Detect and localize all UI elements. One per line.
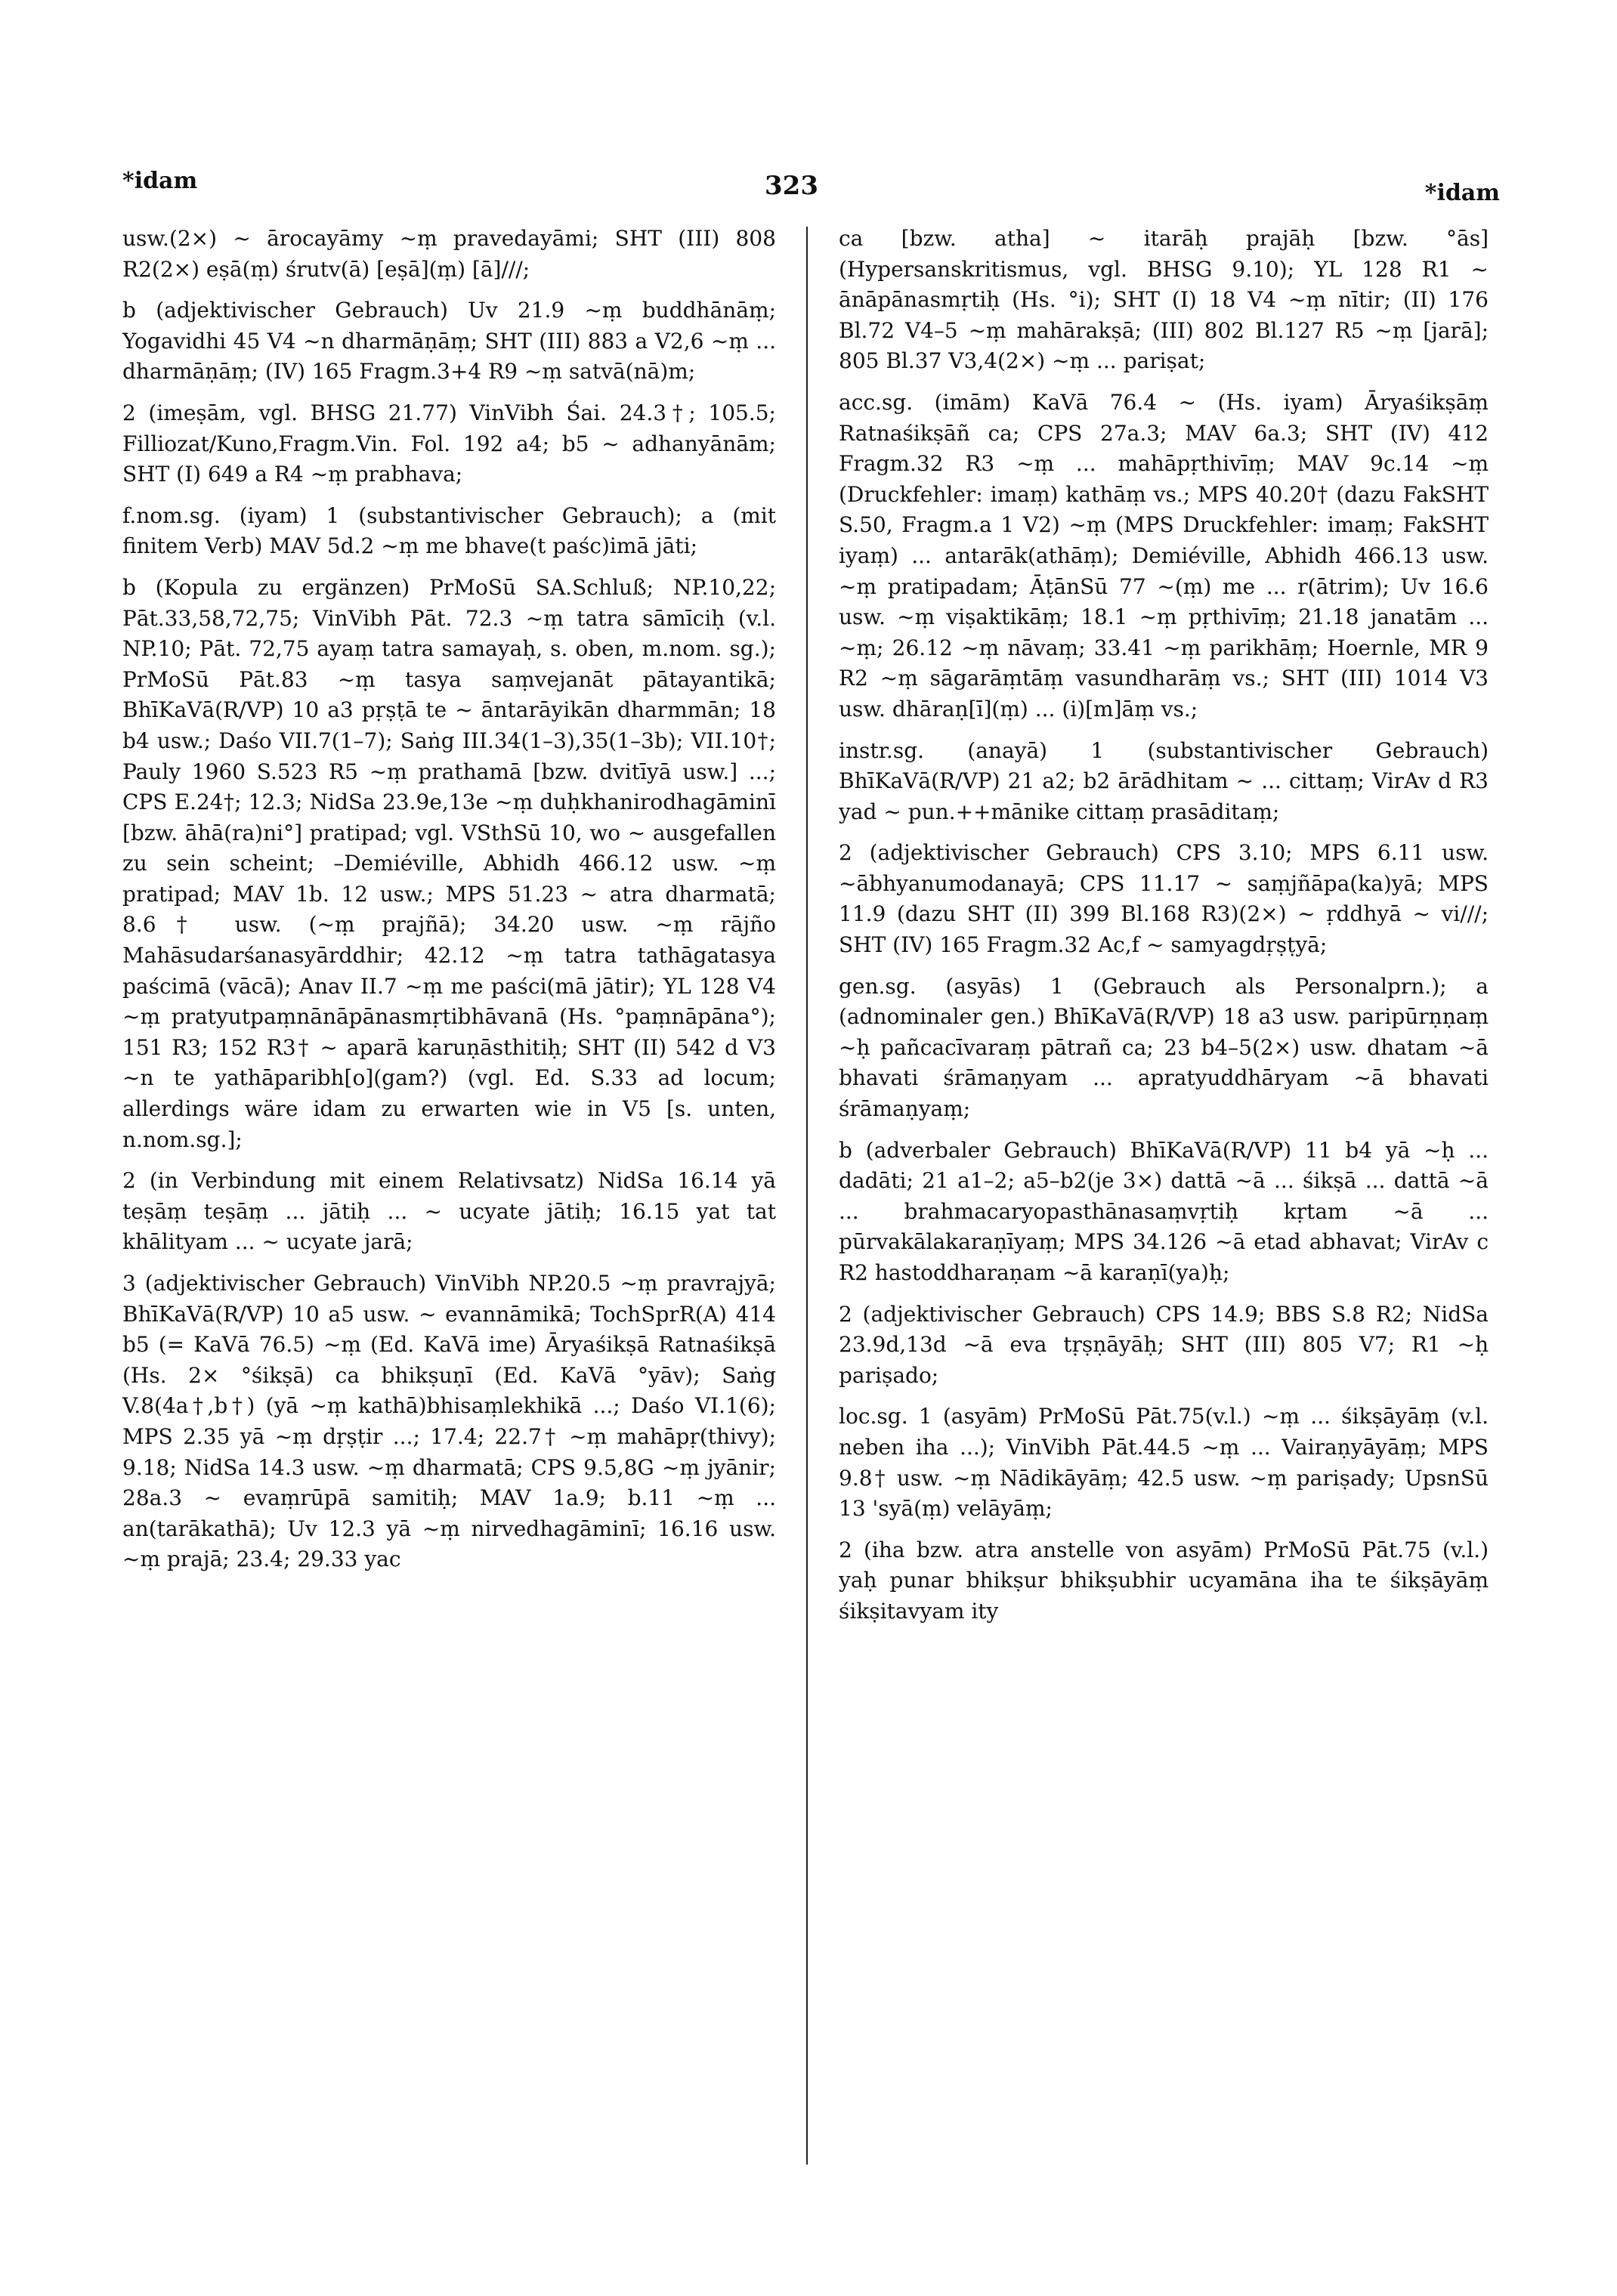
entry-paragraph: b (adjektivischer Gebrauch) Uv 21.9 ~ṃ buddhānāṃ; Yogavidhi 45 V4 ~n dharmāṇāṃ; SHT (III) 883 a V2,6 ~ṃ ... dharmāṇāṃ; (IV) 165 Fragm.3+4 R9 ~ṃ satvā(nā)m; [122, 298, 776, 385]
entry-paragraph: loc.sg. 1 (asyām) PrMoSū Pāt.75(v.l.) ~ṃ ... śikṣāyāṃ (v.l. neben iha ...); VinVibh Pāt.44.5 ~ṃ ... Vairaṇyāyāṃ; MPS 9.8† usw. ~ṃ Nādikāyāṃ; 42.5 usw. ~ṃ pariṣady; UpsnSū 13 'syā(ṃ) velāyāṃ; [839, 1404, 1489, 1522]
header-right-headword: *idam [1424, 180, 1500, 206]
right-column [839, 224, 1489, 1638]
entry-paragraph: 2 (iha bzw. atra anstelle von asyām) PrMoSū Pāt.75 (v.l.) yaḥ punar bhikṣur bhikṣubhir ucyamāna iha te śikṣāyāṃ śikṣitavyam ity [839, 1537, 1489, 1624]
entry-paragraph: b (adverbaler Gebrauch) BhīKaVā(R/VP) 11 b4 yā ~ḥ ... dadāti; 21 a1–2; a5–b2(je 3×) dattā ~ā ... śikṣā ... dattā ~ā ... brahmacaryopasthānasaṃvṛtiḥ kṛtam ~ā ... pūrvakālakaraṇīyaṃ; MPS 34.126 ~ā etad abhavat; VirAv c R2 hastoddharaṇam ~ā karaṇī(ya)ḥ; [839, 1137, 1489, 1285]
entry-paragraph: 2 (in Verbindung mit einem Relativsatz) NidSa 16.14 yā teṣāṃ teṣāṃ ... jātiḥ ... ~ ucyate jātiḥ; 16.15 yat tat khālityam ... ~ ucyate jarā; [122, 1168, 776, 1255]
entry-paragraph: 2 (imeṣām, vgl. BHSG 21.77) VinVibh Śai. 24.3†; 105.5; Filliozat/Kuno,Fragm.Vin. Fol. 192 a4; b5 ~ adhanyānām; SHT (I) 649 a R4 ~ṃ prabhava; [122, 400, 776, 487]
running-head [122, 168, 1500, 213]
column-divider [806, 227, 808, 2165]
entry-paragraph: f.nom.sg. (iyam) 1 (substantivischer Gebrauch); a (mit finitem Verb) MAV 5d.2 ~ṃ me bhave(t paśc)imā jāti; [122, 502, 776, 559]
header-left-headword: *idam [122, 168, 198, 194]
entry-paragraph: acc.sg. (imām) KaVā 76.4 ~ (Hs. iyam) Āryaśikṣāṃ Ratnaśikṣāñ ca; CPS 27a.3; MAV 6a.3; SHT (IV) 412 Fragm.32 R3 ~ṃ ... mahāpṛthivīṃ; MAV 9c.14 ~ṃ (Druckfehler: imaṃ) kathāṃ vs.; MPS 40.20† (dazu FakSHT S.50, Fragm.a 1 V2) ~ṃ (MPS Druckfehler: imaṃ; FakSHT iyaṃ) ... antarāk(athāṃ); Demiéville, Abhidh 466.13 usw. ~ṃ pratipadam; ĀṭānSū 77 ~(ṃ) me ... r(ātrim); Uv 16.6 usw. ~ṃ viṣaktikāṃ; 18.1 ~ṃ pṛthivīṃ; 21.18 janatām ... ~ṃ; 26.12 ~ṃ nāvaṃ; 33.41 ~ṃ parikhāṃ; Hoernle, MR 9 R2 ~ṃ sāgarāṃtāṃ vasundharāṃ vs.; SHT (III) 1014 V3 usw. dhāraṇ[ī](ṃ) ... (i)[m]āṃ vs.; [839, 389, 1489, 722]
entry-paragraph: usw.(2×) ~ ārocayāmy ~ṃ pravedayāmi; SHT (III) 808 R2(2×) eṣā(ṃ) śrutv(ā) [eṣā](ṃ) [ā]///; [122, 226, 776, 282]
entry-paragraph: 3 (adjektivischer Gebrauch) VinVibh NP.20.5 ~ṃ pravrajyā; BhīKaVā(R/VP) 10 a5 usw. ~ evannāmikā; TochSprR(A) 414 b5 (= KaVā 76.5) ~ṃ (Ed. KaVā ime) Āryaśikṣā Ratnaśikṣā (Hs. 2× °śikṣā) ca bhikṣuṇī (Ed. KaVā °yāv); Saṅg V.8(4a†,b†) (yā ~ṃ kathā)bhisaṃlekhikā ...; Daśo VI.1(6); MPS 2.35 yā ~ṃ dṛṣṭir ...; 17.4; 22.7† ~ṃ mahāpṛ(thivy); 9.18; NidSa 14.3 usw. ~ṃ dharmatā; CPS 9.5,8G ~ṃ jyānir; 28a.3 ~ evaṃrūpā samitiḥ; MAV 1a.9; b.11 ~ṃ ... an(tarākathā); Uv 12.3 yā ~ṃ nirvedhagāminī; 16.16 usw. ~ṃ prajā; 23.4; 29.33 yac [122, 1271, 776, 1572]
entry-paragraph: ca [bzw. atha] ~ itarāḥ prajāḥ [bzw. °ās] (Hypersanskritismus, vgl. BHSG 9.10); YL 128 R1 ~ ānāpānasmṛtiḥ (Hs. °i); SHT (I) 18 V4 ~ṃ nītir; (II) 176 Bl.72 V4–5 ~ṃ mahārakṣā; (III) 802 Bl.127 R5 ~ṃ [jarā]; 805 Bl.37 V3,4(2×) ~ṃ ... pariṣat; [839, 226, 1489, 374]
left-column [122, 224, 776, 1586]
entry-paragraph: instr.sg. (anayā) 1 (substantivischer Gebrauch) BhīKaVā(R/VP) 21 a2; b2 ārādhitam ~ ... cittaṃ; VirAv d R3 yad ~ pun.++mānike cittaṃ prasāditaṃ; [839, 737, 1489, 824]
entry-paragraph: 2 (adjektivischer Gebrauch) CPS 14.9; BBS S.8 R2; NidSa 23.9d,13d ~ā eva tṛṣṇāyāḥ; SHT (III) 805 V7; R1 ~ḥ pariṣado; [839, 1301, 1489, 1388]
entry-paragraph: gen.sg. (asyās) 1 (Gebrauch als Personalprn.); a (adnominaler gen.) BhīKaVā(R/VP) 18 a3 usw. paripūrṇṇaṃ ~ḥ pañcacīvaraṃ pātrañ ca; 23 b4–5(2×) usw. dhatam ~ā bhavati śrāmaṇyam ... apratyuddhāryam ~ā bhavati śrāmaṇyaṃ; [839, 973, 1489, 1122]
page-number: 323 [765, 171, 818, 201]
entry-paragraph: b (Kopula zu ergänzen) PrMoSū SA.Schluß; NP.10,22; Pāt.33,58,72,75; VinVibh Pāt. 72.3 ~ṃ tatra sāmīciḥ (v.l. NP.10; Pāt. 72,75 ayaṃ tatra samayaḥ, s. oben, m.nom. sg.); PrMoSū Pāt.83 ~ṃ tasya saṃvejanāt pātayantikā; BhīKaVā(R/VP) 10 a3 pṛṣṭā te ~ āntarāyikān dharmmān; 18 b4 usw.; Daśo VII.7(1–7); Saṅg III.34(1–3),35(1–3b); VII.10†; Pauly 1960 S.523 R5 ~ṃ prathamā [bzw. dvitīyā usw.] ...; CPS E.24†; 12.3; NidSa 23.9e,13e ~ṃ duḥkhanirodhagāminī [bzw. āhā(ra)ni°] pratipad; vgl. VSthSū 10, wo ~ ausgefallen zu sein scheint; –Demiéville, Abhidh 466.12 usw. ~ṃ pratipad; MAV 1b. 12 usw.; MPS 51.23 ~ atra dharmatā; 8.6† usw. (~ṃ prajñā); 34.20 usw. ~ṃ rājño Mahāsudarśanasyārddhir; 42.12 ~ṃ tatra tathāgatasya paścimā (vācā); Anav II.7 ~ṃ me paści(mā jātir); YL 128 V4 ~ṃ pratyutpaṃnānāpānasmṛtibhāvanā (Hs. °paṃnāpāna°); 151 R3; 152 R3† ~ aparā karuṇāsthitiḥ; SHT (II) 542 d V3 ~n te yathāparibh[o](gam?) (vgl. Ed. S.33 ad locum; allerdings wäre idam zu erwarten wie in V5 [s. unten, n.nom.sg.]; [122, 574, 776, 1152]
entry-paragraph: 2 (adjektivischer Gebrauch) CPS 3.10; MPS 6.11 usw. ~ābhyanumodanayā; CPS 11.17 ~ saṃjñāpa(ka)yā; MPS 11.9 (dazu SHT (II) 399 Bl.168 R3)(2×) ~ ṛddhyā ~ vi///; SHT (IV) 165 Fragm.32 Ac,f ~ samyagdṛṣṭyā; [839, 840, 1489, 958]
